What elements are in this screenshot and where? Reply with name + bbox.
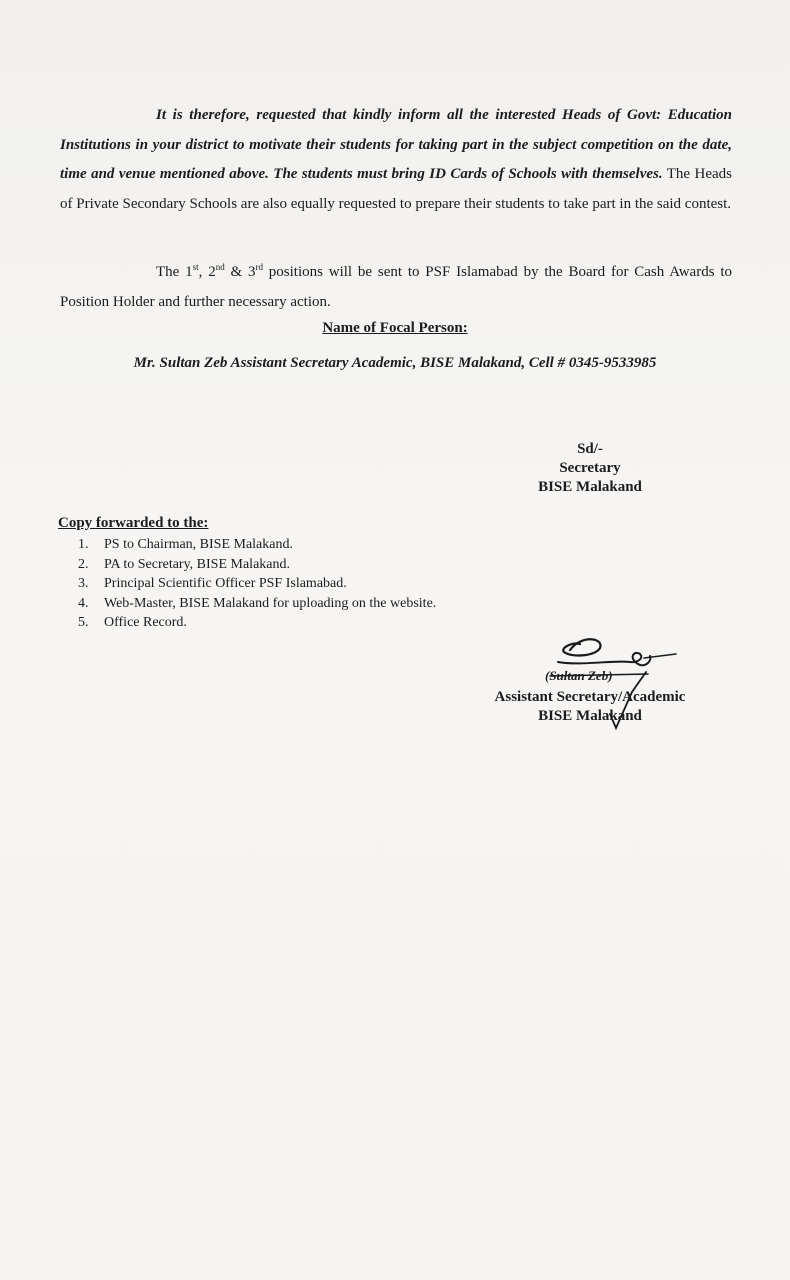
list-item: 4. Web-Master, BISE Malakand for uploading on the website. (78, 595, 437, 611)
request-italic-text: It is therefore, requested that kindly inform all the interested Heads of Govt: Education Institutions in your district to motivate their students for taking part in the subject competition on the date, time and venue mentioned above. The students must bring ID Cards of Schools with themselves. (60, 107, 732, 182)
assistant-title: Assistant Secretary/Academic (494, 689, 686, 705)
positions-paragraph (60, 258, 732, 317)
list-item: 1. PS to Chairman, BISE Malakand. (78, 537, 293, 552)
secretary-signature-block (490, 440, 690, 497)
assistant-name: (Sultan Zeb) (545, 668, 613, 683)
positions-text-start: The 1 (156, 264, 193, 280)
ordinal-suffix-second: nd (215, 262, 225, 272)
focal-person-heading: Name of Focal Person: (322, 320, 468, 336)
request-paragraph (60, 101, 732, 219)
copy-forwarded-heading: Copy forwarded to the: (58, 515, 209, 531)
list-item: 2. PA to Secretary, BISE Malakand. (78, 556, 290, 572)
focal-person-details: Mr. Sultan Zeb Assistant Secretary Academic, BISE Malakand, Cell # 0345-9533985 (133, 355, 657, 371)
positions-text-end: positions will be sent to PSF Islamabad by the Board for Cash Awards to Position Holder and further necessary action. (60, 264, 732, 310)
secretary-title: Secretary (559, 460, 621, 476)
sd-mark: Sd/- (577, 441, 603, 457)
ordinal-suffix-third: rd (255, 262, 263, 272)
assistant-signature-block (484, 688, 696, 726)
assistant-office: BISE Malakand (538, 708, 642, 724)
ordinal-suffix-first: st (192, 262, 199, 272)
list-item: 5. Office Record. (78, 615, 187, 630)
positions-text-sep2: & 3 (224, 264, 256, 280)
request-normal-text: The Heads of Private Secondary Schools are also equally requested to prepare their students to take part in the said contest. (60, 166, 732, 212)
copy-forwarded-list (78, 535, 436, 633)
secretary-office: BISE Malakand (538, 479, 642, 495)
list-item: 3. Principal Scientific Officer PSF Islamabad. (78, 576, 347, 591)
positions-text-sep1: , 2 (198, 264, 216, 280)
